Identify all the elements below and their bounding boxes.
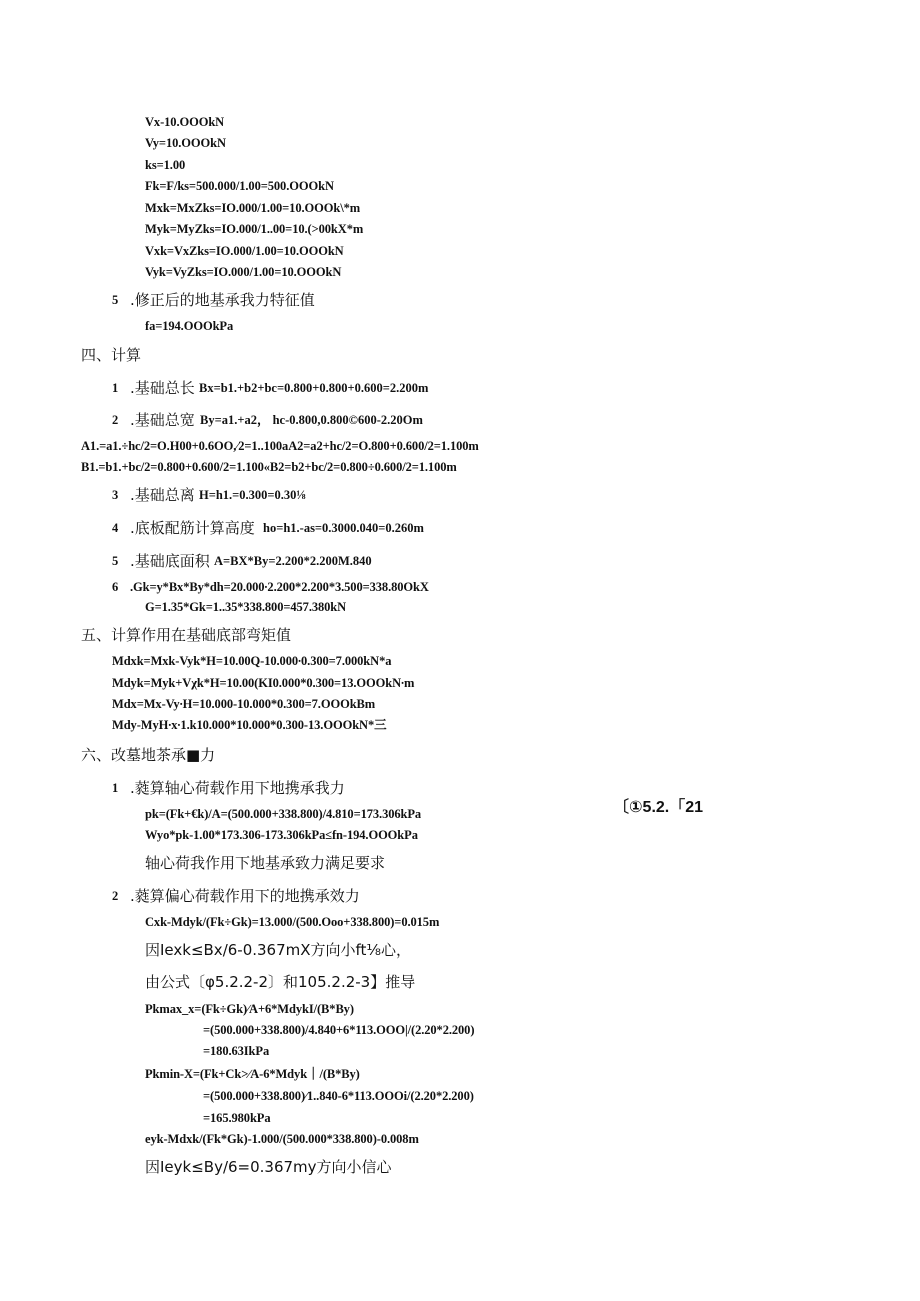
vx-line: Vx-10.OOOkN [145,115,225,129]
myk-line: Myk=MyZks=IO.000/1..00=10.(>00kX*m [145,222,364,236]
item5-number: 5 [112,293,119,307]
ks-line: ks=1.00 [145,158,186,172]
fa-line: fa=194.OOOkPa [145,319,234,333]
pkmax-line2: =(500.000+338.800)/4.840+6*113.OOO|/(2.20*2.200) [203,1023,475,1037]
eyk-line: eyk-Mdxk/(Fk*Gk)-1.000/(500.000*338.800)-0.008m [145,1132,419,1146]
mdyk-line: Mdyk=Myk+Vχk*H=10.00(KI0.000*0.300=13.OOOkN∙m [112,676,415,690]
vyk-line: Vyk=VyZks=IO.000/1.00=10.OOOkN [145,265,342,279]
section4-heading: 四、计算 [81,346,142,364]
eyk-note: 因Ieyk≤By/6=0.367my方向小信心 [145,1158,392,1176]
pk-line: pk=(Fk+€k)/A=(500.000+338.800)/4.810=173.306kPa [145,807,422,821]
section5-heading: 五、计算作用在基础底部弯矩值 [81,626,292,644]
s4-item4-title: .底板配筋计算高度 [130,519,255,537]
s4-item5-formula: A=BX*By=2.200*2.200M.840 [214,554,372,568]
exk-note: 因Iexk≤Bx/6-0.367mX方向小ft⅛心， [145,941,411,959]
s4-item2-title: .基础总宽 [130,411,195,429]
s6-item2-title: .蕤算偏心荷载作用下的地携承效力 [130,887,360,905]
pk-check-line: Wyo*pk-1.00*173.306-173.306kPa≤fn-194.OOOkPa [145,828,418,842]
exk-line: Cxk-Mdyk/(Fk÷Gk)=13.000/(500.Ooo+338.800)=0.015m [145,915,440,929]
s4-item1-title: .基础总长 [130,379,195,397]
s4-item1-number: 1 [112,381,119,395]
s6-item2-number: 2 [112,889,119,903]
s4-item3-formula: H=h1.=0.300=0.30⅛ [199,488,306,502]
s4-item4-formula: ho=h1.-as=0.3000.040=0.260m [263,521,424,535]
fk-line: Fk=F/ks=500.000/1.00=500.OOOkN [145,179,334,193]
code-reference: 〔①5.2.「21 [613,799,704,816]
s4-item6-formula: .Gk=y*Bx*By*dh=20.000∙2.200*2.200*3.500=338.80OkX [130,580,429,594]
pkmin-line2: =(500.000+338.800)∕1..840-6*113.OOOi/(2.20*2.200) [203,1089,474,1103]
s4-item5-number: 5 [112,554,119,568]
a-values-line: A1.=a1.÷hc/2=O.H00+0.6OO,∕2=1..100aA2=a2+hc/2=O.800+0.600/2=1.100m [81,439,479,453]
s4-item2-number: 2 [112,413,119,427]
s4-item2-formula: By=a1.+a2， hc-0.800,0.800©600-2.20Om [200,413,423,427]
mxk-line: Mxk=MxZks=IO.000/1.00=10.OOOk\*m [145,201,361,215]
pkmax-line: Pkmax_x=(Fk÷Gk)∕A+6*MdykI/(B*By) [145,1002,354,1016]
pkmax-result: =180.63IkPa [203,1044,270,1058]
b-values-line: B1.=b1.+bc/2=0.800+0.600/2=1.100«B2=b2+bc/2=0.800÷0.600/2=1.100m [81,460,457,474]
s6-item1-number: 1 [112,781,119,795]
pkmin-result: =165.980kPa [203,1111,271,1125]
item5-title: .修正后的地基承我力特征值 [130,291,315,309]
pkmin-line: Pkmin-X=(Fk+Ck>∕A-6*Mdyk｜/(B*By) [145,1067,360,1081]
g-line: G=1.35*Gk=1..35*338.800=457.380kN [145,600,347,614]
formula-reference: 由公式〔φ5.2.2-2〕和105.2.2-3】推导 [145,973,416,991]
axial-conclusion: 轴心荷我作用下地基承致力满足要求 [145,854,386,872]
mdy-line: Mdy-MyH∙x∙1.k10.000*10.000*0.300-13.OOOkN*三 [112,718,387,732]
s6-item1-title: .蕤算轴心荷载作用下地携承我力 [130,779,345,797]
s4-item5-title: .基础底面积 [130,552,210,570]
s4-item1-formula: Bx=b1.+b2+bc=0.800+0.800+0.600=2.200m [199,381,429,395]
s4-item6-number: 6 [112,580,119,594]
section6-heading: 六、改墓地茶承■力 [81,746,216,764]
vxk-line: Vxk=VxZks=IO.000/1.00=10.OOOkN [145,244,344,258]
mdx-line: Mdx=Mx-Vy∙H=10.000-10.000*0.300=7.OOOkBm [112,697,376,711]
vy-line: Vy=10.OOOkN [145,136,226,150]
s4-item3-number: 3 [112,488,119,502]
mdxk-line: Mdxk=Mxk-Vyk*H=10.00Q-10.000∙0.300=7.000kN*a [112,654,392,668]
s4-item4-number: 4 [112,521,119,535]
s4-item3-title: .基础总离 [130,486,195,504]
